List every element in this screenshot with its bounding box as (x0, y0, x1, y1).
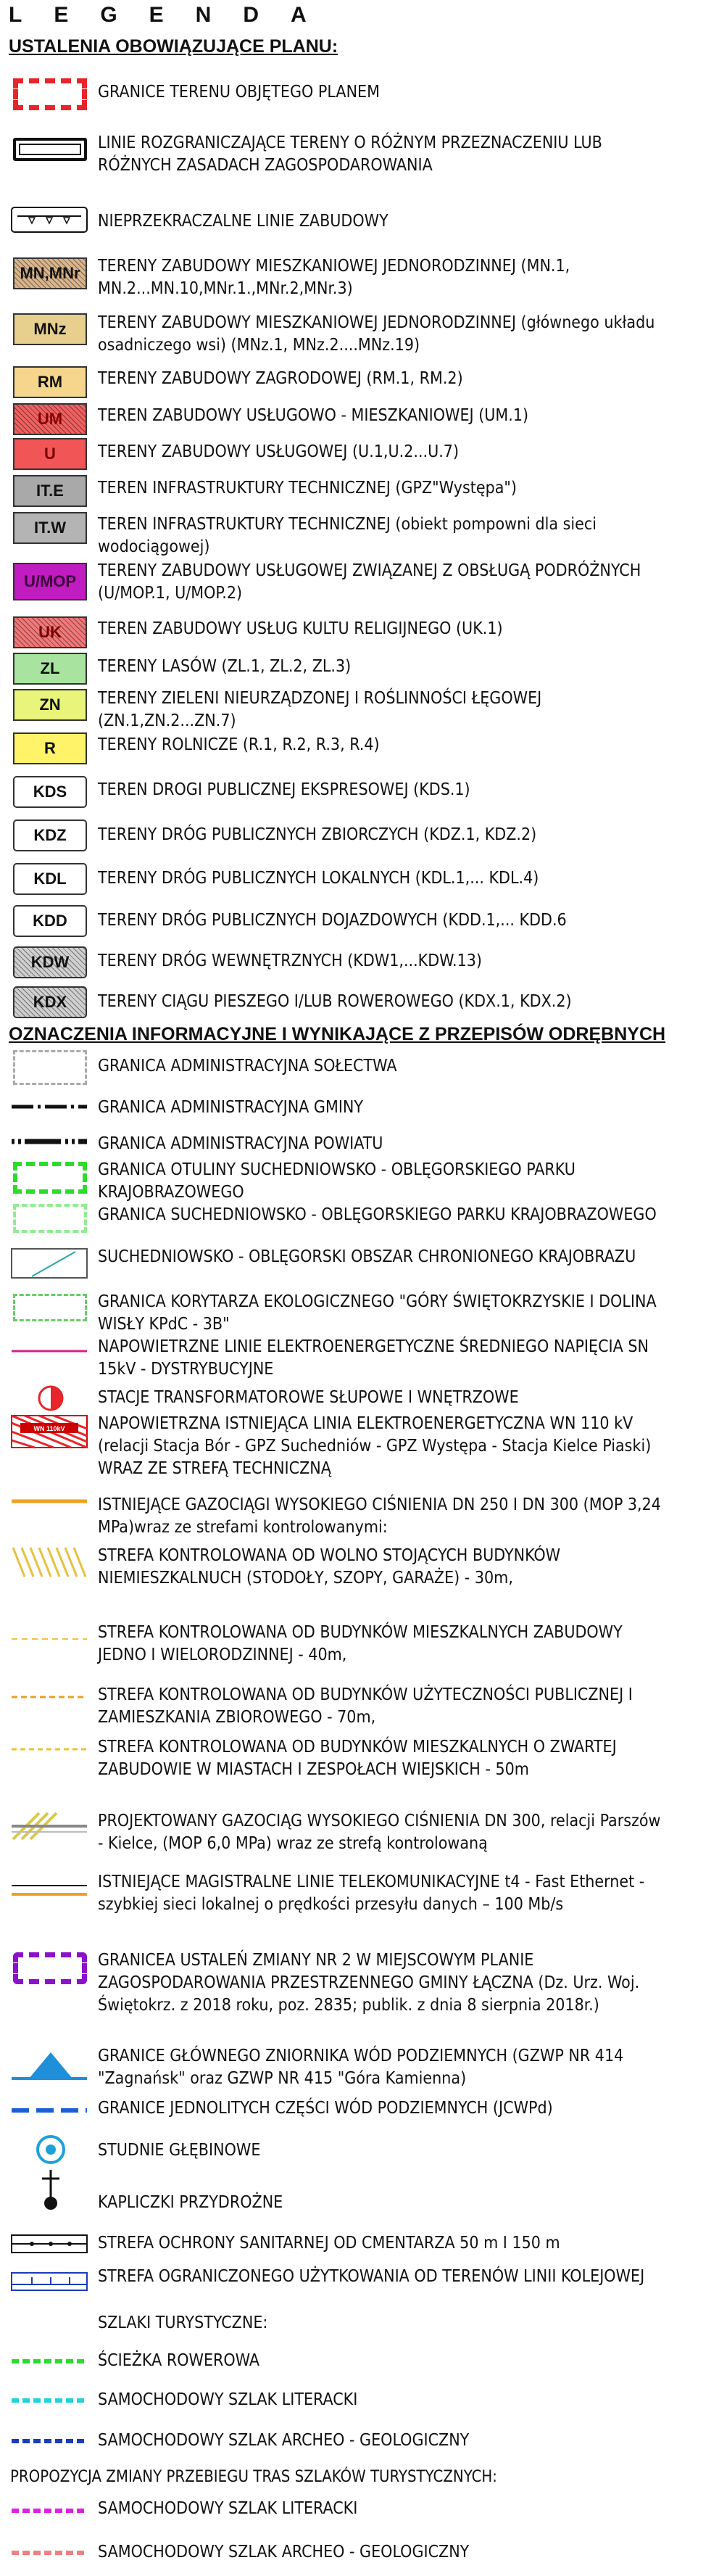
legend-label: GRANICE GŁÓWNEGO ZNIORNIKA WÓD PODZIEMNYCH (GZWP NR 414 "Zagnańsk" oraz GZWP NR 415 "Góra Kamienna) (98, 2047, 624, 2088)
legend-label: STACJE TRANSFORMATOROWE SŁUPOWE I WNĘTRZOWE (98, 1388, 519, 1407)
legend-label: STREFA KONTROLOWANA OD BUDYNKÓW MIESZKALNYCH O ZWARTEJ ZABUDOWIE W MIASTACH I ZESPOŁACH WIEJSKICH - 50m (98, 1738, 617, 1779)
solectwo-boundary-symbol (13, 1050, 87, 1085)
gas-pipeline-symbol (10, 1494, 90, 1508)
hv-power-line-symbol (10, 1414, 90, 1450)
zone-code-uk: UK (13, 616, 87, 648)
legend-label: TERENY ZABUDOWY MIESZKANIOWEJ JEDNORODZINNEJ (MN.1, MN.2...MN.10,MNr.1.,MNr.2,MNr.3) (98, 257, 570, 298)
legend-label: SAMOCHODOWY SZLAK ARCHEO - GEOLOGICZNY (98, 2543, 470, 2561)
legend-label: TEREN INFRASTRUKTURY TECHNICZNEJ (GPZ"Występa") (98, 479, 517, 498)
legend-label: ŚCIEŻKA ROWEROWA (98, 2351, 260, 2370)
gas-zone-30m-symbol (10, 1545, 90, 1581)
telecom-line-symbol (10, 1878, 90, 1907)
zone-code-u: U (13, 438, 87, 470)
proposed-archeo-geo-trail-symbol (10, 2546, 90, 2560)
zone-code-kds: KDS (13, 776, 87, 808)
gmina-boundary-symbol (10, 1099, 90, 1114)
legend-label: TERENY DRÓG WEWNĘTRZNYCH (KDW1,...KDW.13) (98, 951, 482, 970)
legend-label: TERENY LASÓW (ZL.1, ZL.2, ZL.3) (98, 657, 352, 676)
legend-label: STREFA OCHRONY SANITARNEJ OD CMENTARZA 50 m I 150 m (98, 2234, 560, 2253)
change-boundary-symbol (13, 1952, 87, 1984)
zone-code-um: UM (13, 403, 87, 435)
legend-label: TERENY ROLNICZE (R.1, R.2, R.3, R.4) (98, 735, 380, 754)
legend-title: LEGENDA (9, 3, 338, 27)
protected-landscape-symbol (10, 1247, 90, 1281)
legend-label: GRANICA KORYTARZA EKOLOGICZNEGO "GÓRY ŚWIĘTOKRZYSKIE I DOLINA WISŁY KPdC - 3B" (98, 1292, 657, 1334)
legend-label: TERENY ZABUDOWY ZAGRODOWEJ (RM.1, RM.2) (98, 369, 463, 388)
zone-code-ite: IT.E (13, 475, 87, 507)
legend-label: TERENY ZABUDOWY USŁUGOWEJ ZWIĄZANEJ Z OBSŁUGĄ PODRÓŻNYCH (U/MOP.1, U/MOP.2) (98, 561, 641, 603)
jcwpd-boundary-symbol (10, 2103, 90, 2118)
legend-label: TEREN DROGI PUBLICZNEJ EKSPRESOWEJ (KDS.1) (98, 780, 470, 799)
legend-label: GRANICA OTULINY SUCHEDNIOWSKO - OBLĘGORSKIEGO PARKU KRAJOBRAZOWEGO (98, 1160, 575, 1202)
legend-label: ISTNIEJĄCE MAGISTRALNE LINIE TELEKOMUNIKACYJNE t4 - Fast Ethernet - szybkiej sieci lokalnej o prędkości przesyłu danych – 100 Mb/s (98, 1873, 645, 1914)
mv-power-line-symbol (10, 1340, 90, 1362)
zone-code-kdd: KDD (13, 905, 87, 937)
legend-label: TERENY CIĄGU PIESZEGO I/LUB ROWEROWEGO (KDX.1, KDX.2) (98, 992, 572, 1011)
legend-label: STREFA KONTROLOWANA OD BUDYNKÓW MIESZKALNYCH ZABUDOWY JEDNO I WIELORODZINNEJ - 40m, (98, 1623, 623, 1664)
park-buffer-boundary-symbol (13, 1162, 87, 1194)
zone-code-zn: ZN (13, 689, 87, 721)
powiat-boundary-symbol (10, 1134, 90, 1149)
legend-label: SAMOCHODOWY SZLAK ARCHEO - GEOLOGICZNY (98, 2431, 470, 2450)
legend-label: NIEPRZEKRACZALNE LINIE ZABUDOWY (98, 212, 388, 231)
legend-label: PROJEKTOWANY GAZOCIĄG WYSOKIEGO CIŚNIENIA DN 300, relacji Parszów - Kielce, (MOP 6,0 MPa) wraz ze strefą kontrolowaną (98, 1812, 661, 1853)
legend-label: LINIE ROZGRANICZAJĄCE TERENY O RÓŻNYM PRZEZNACZENIU LUB RÓŻNYCH ZASADACH ZAGOSPODAROWANIA (98, 133, 602, 175)
zone-code-kdl: KDL (13, 863, 87, 895)
legend-label: GRANICA SUCHEDNIOWSKO - OBLĘGORSKIEGO PARKU KRAJOBRAZOWEGO (98, 1205, 657, 1224)
zone-code-rm: RM (13, 366, 87, 398)
legend-label: STREFA KONTROLOWANA OD BUDYNKÓW UŻYTECZNOŚCI PUBLICZNEJ I ZAMIESZKANIA ZBIOROWEGO - 70m, (98, 1685, 633, 1727)
groundwater-reservoir-symbol (10, 2049, 90, 2083)
eco-corridor-symbol (13, 1294, 87, 1321)
legend-label: STREFA OGRANICZONEGO UŻYTKOWANIA OD TERENÓW LINII KOLEJOWEJ (98, 2267, 645, 2286)
legend-label: TEREN ZABUDOWY USŁUGOWO - MIESZKANIOWEJ (UM.1) (98, 406, 529, 425)
archeo-geo-trail-symbol (10, 2434, 90, 2448)
zone-code-kdw: KDW (13, 946, 87, 978)
zone-code-mn: MN,MNr (13, 257, 87, 289)
legend-label: TERENY DRÓG PUBLICZNYCH ZBIORCZYCH (KDZ.1, KDZ.2) (98, 825, 537, 844)
bike-path-symbol (10, 2354, 90, 2369)
tourist-trails-subheading: SZLAKI TURYSTYCZNE: (98, 2313, 268, 2332)
legend-label: TERENY DRÓG PUBLICZNYCH DOJAZDOWYCH (KDD.1,... KDD.6 (98, 911, 567, 930)
zone-code-r: R (13, 732, 87, 764)
legend-label: SAMOCHODOWY SZLAK LITERACKI (98, 2390, 358, 2409)
transformer-station-symbol (10, 1384, 90, 1413)
proposed-literary-trail-symbol (10, 2503, 90, 2518)
zone-code-mnz: MNz (13, 313, 87, 345)
legend-label: ISTNIEJĄCE GAZOCIĄGI WYSOKIEGO CIŚNIENIA DN 250 I DN 300 (MOP 3,24 MPa)wraz ze strefami kontrolowanymi: (98, 1495, 661, 1537)
zone-code-umop: U/MOP (13, 563, 87, 600)
plan-boundary-symbol (13, 78, 87, 110)
demarcation-line-symbol (13, 138, 87, 161)
section-heading-informative: OZNACZENIA INFORMACYJNE I WYNIKAJĄCE Z PRZEPISÓW ODRĘBNYCH (9, 1024, 666, 1044)
legend-label: SUCHEDNIOWSKO - OBLĘGORSKI OBSZAR CHRONIONEGO KRAJOBRAZU (98, 1247, 636, 1266)
zone-code-zl: ZL (13, 653, 87, 685)
legend-label: KAPLICZKI PRZYDROŻNE (98, 2193, 283, 2212)
legend-label: SAMOCHODOWY SZLAK LITERACKI (98, 2499, 358, 2518)
section-heading-binding: USTALENIA OBOWIĄZUJĄCE PLANU: (9, 36, 338, 57)
legend-label: GRANICE TERENU OBJĘTEGO PLANEM (98, 83, 380, 102)
legend-label: TEREN ZABUDOWY USŁUG KULTU RELIGIJNEGO (UK.1) (98, 619, 503, 638)
legend-label: NAPOWIETRZNA ISTNIEJĄCA LINIA ELEKTROENERGETYCZNA WN 110 kV (relacji Stacja Bór - GPZ Suchedniów - GPZ Występa - Stacja Kielce Piaski) WRAZ ZE STREFĄ TECHNICZNĄ (98, 1414, 652, 1478)
legend-label: GRANICE JEDNOLITYCH CZĘŚCI WÓD PODZIEMNYCH (JCWPd) (98, 2099, 553, 2118)
gas-zone-40m-symbol (10, 1632, 90, 1646)
building-line-symbol (10, 206, 90, 235)
legend-label: STUDNIE GŁĘBINOWE (98, 2141, 261, 2160)
legend-label: TERENY ZABUDOWY MIESZKANIOWEJ JEDNORODZINNEJ (głównego układu osadniczego wsi) (MNz.1, MNz.2....MNz.19) (98, 313, 655, 355)
zone-code-itw: IT.W (13, 512, 87, 544)
projected-gas-pipeline-symbol (10, 1810, 90, 1844)
legend-label: TERENY ZIELENI NIEURZĄDZONEJ I ROŚLINNOŚCI ŁĘGOWEJ (ZN.1,ZN.2...ZN.7) (98, 689, 542, 730)
legend-label: STREFA KONTROLOWANA OD WOLNO STOJĄCYCH BUDYNKÓW NIEMIESZKALNUCH (STODOŁY, SZOPY, GARAŻE) - 30m, (98, 1546, 561, 1588)
railway-zone-symbol (10, 2270, 90, 2293)
legend-label: GRANICA ADMINISTRACYJNA POWIATU (98, 1134, 383, 1153)
deep-well-symbol (10, 2134, 90, 2166)
section-heading-proposal: PROPOZYCJA ZMIANY PRZEBIEGU TRAS SZLAKÓW TURYSTYCZNYCH: (10, 2468, 497, 2486)
zone-code-kdx: KDX (13, 986, 87, 1018)
legend-label: TERENY DRÓG PUBLICZNYCH LOKALNYCH (KDL.1,... KDL.4) (98, 869, 539, 888)
gas-zone-50m-symbol (10, 1742, 90, 1756)
zone-code-kdz: KDZ (13, 820, 87, 851)
cemetery-zone-symbol (10, 2232, 90, 2255)
literary-trail-symbol (10, 2393, 90, 2408)
legend-label: NAPOWIETRZNE LINIE ELEKTROENERGETYCZNE ŚREDNIEGO NAPIĘCIA SN 15kV - DYSTRYBUCYJNE (98, 1337, 649, 1379)
legend-label: TERENY ZABUDOWY USŁUGOWEJ (U.1,U.2...U.7) (98, 442, 460, 461)
legend-label: GRANICA ADMINISTRACYJNA SOŁECTWA (98, 1057, 397, 1076)
legend-label: GRANICA ADMINISTRACYJNA GMINY (98, 1098, 364, 1117)
roadside-chapel-symbol (10, 2168, 90, 2212)
legend-label: TEREN INFRASTRUKTURY TECHNICZNEJ (obiekt pompowni dla sieci wodociągowej) (98, 515, 597, 556)
legend-label: GRANICEA USTALEŃ ZMIANY NR 2 W MIEJSCOWYM PLANIE ZAGOSPODAROWANIA PRZESTRZENNEGO GMINY ŁĄCZNA (Dz. Urz. Woj. Świętokrz. z 2018 roku, poz. 2835; publik. z dnia 8 sierpnia 2018r.) (98, 1951, 640, 2015)
gas-zone-70m-symbol (10, 1690, 90, 1704)
park-boundary-symbol (13, 1204, 87, 1233)
hv-line-mark: WN 110kV (33, 1425, 65, 1432)
